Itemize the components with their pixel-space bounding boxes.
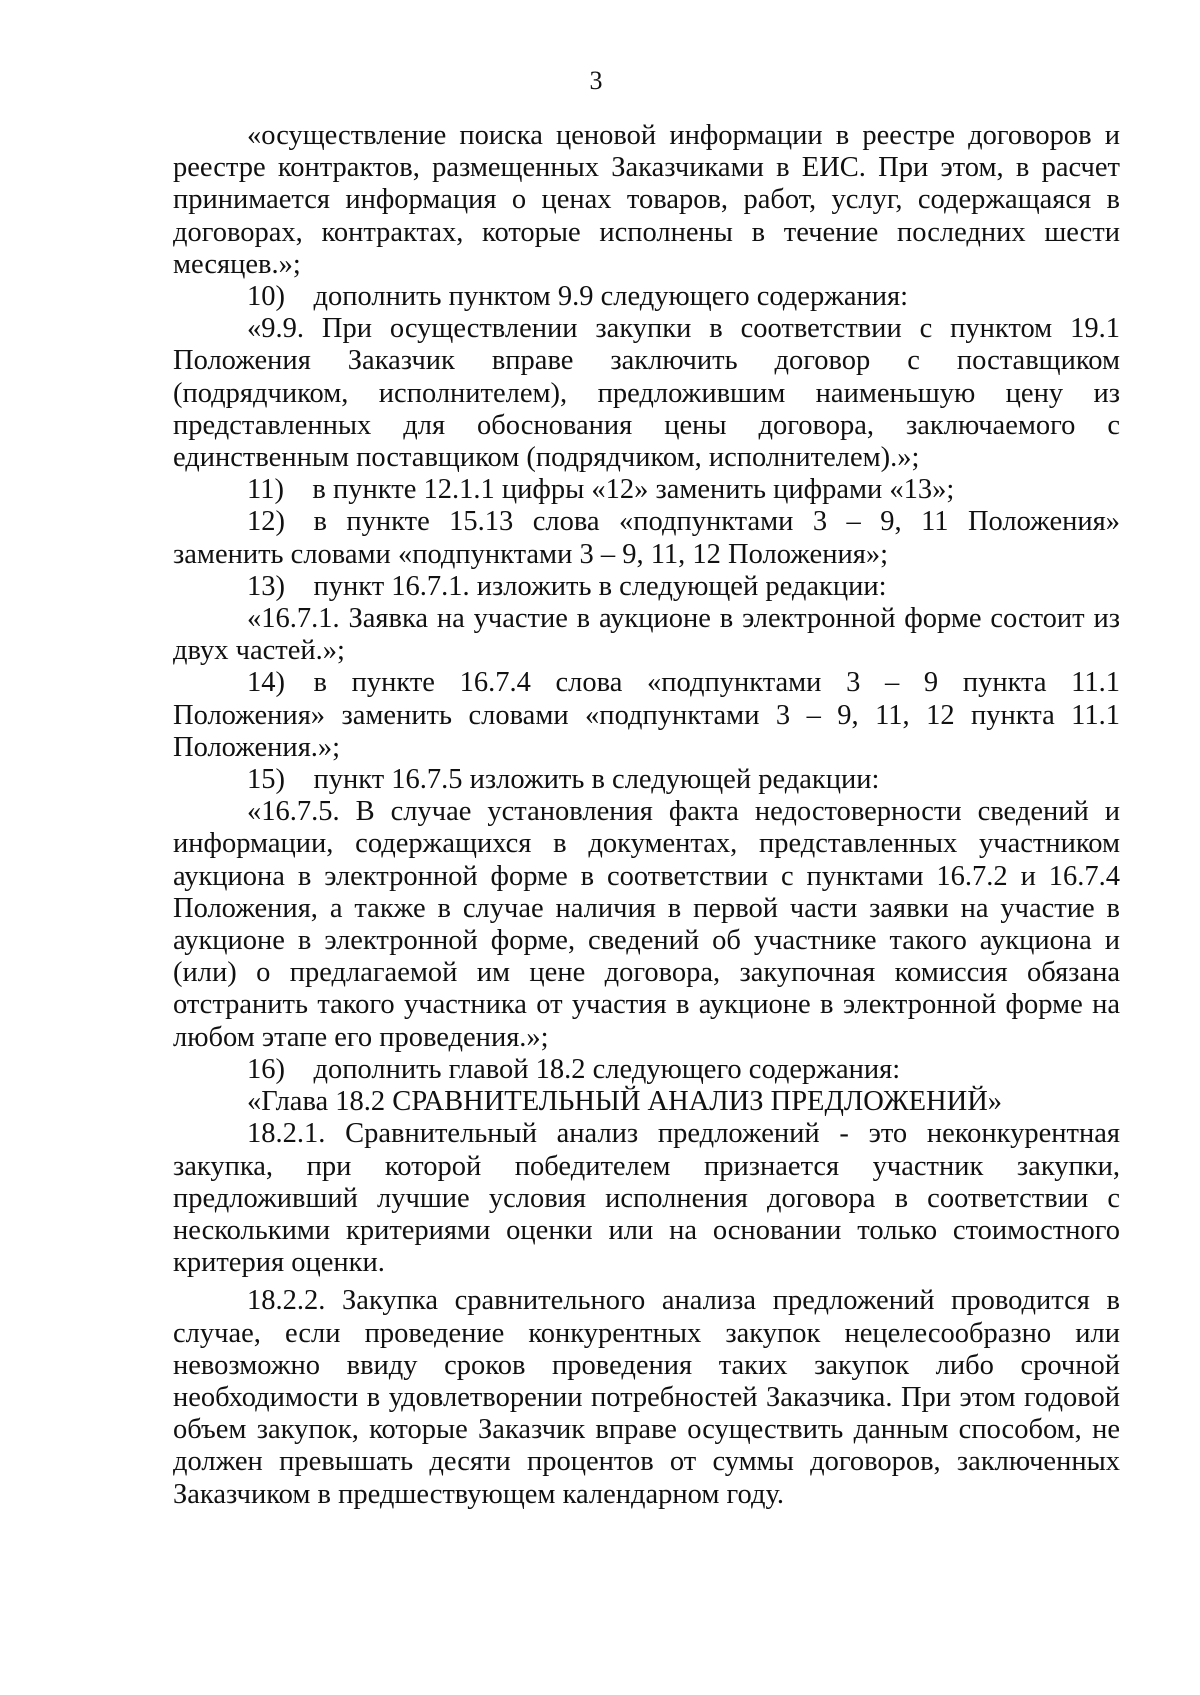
paragraph-item-15: 15) пункт 16.7.5 изложить в следующей редакции: [247,764,880,796]
document-body [173,120,1120,1511]
paragraph-clause-16-7-1: «16.7.1. Заявка на участие в аукционе в электронной форме состоит из двух частей.»; [173,603,1120,667]
paragraph-clause-16-7-5: «16.7.5. В случае установления факта недостоверности сведений и информации, содержащихся в документах, представленных участником аукциона в электронной форме в соответствии с пунктами 16.7.2 и 16.7.4 Положения, а также в случае наличия в первой части заявки на участие в аукционе в электронной форме, сведений об участнике такого аукциона и (или) о предлагаемой им цене договора, закупочная комиссия обязана отстранить такого участника от участия в аукционе в электронной форме на любом этапе его проведения.»; [173,796,1120,1053]
paragraph-clause-18-2-1: 18.2.1. Сравнительный анализ предложений - это неконкурентная закупка, при которой победителем признается участник закупки, предложивший лучшие условия исполнения договора в соответствии с несколькими критериями оценки или на основании только стоимостного критерия оценки. [173,1118,1120,1279]
paragraph-item-13: 13) пункт 16.7.1. изложить в следующей редакции: [247,570,887,602]
page-number: 3 [589,66,603,95]
paragraph-clause-18-2-2: 18.2.2. Закупка сравнительного анализа предложений проводится в случае, если проведение конкурентных закупок нецелесообразно или невозможно ввиду сроков проведения таких закупок либо срочной необходимости в удовлетворении потребностей Заказчика. При этом годовой объем закупок, которые Заказчик вправе осуществить данным способом, не должен превышать десяти процентов от суммы договоров, заключенных Заказчиком в предшествующем календарном году. [173,1285,1120,1510]
paragraph-item-10: 10) дополнить пунктом 9.9 следующего содержания: [247,281,909,313]
paragraph-price-search: «осуществление поиска ценовой информации в реестре договоров и реестре контрактов, размещенных Заказчиками в ЕИС. При этом, в расчет принимается информация о ценах товаров, работ, услуг, содержащаяся в договорах, контрактах, которые исполнены в течение последних шести месяцев.»; [173,120,1120,280]
paragraph-item-11: 11) в пункте 12.1.1 цифры «12» заменить цифрами «13»; [247,474,955,506]
chapter-18-2-heading: «Глава 18.2 СРАВНИТЕЛЬНЫЙ АНАЛИЗ ПРЕДЛОЖЕНИЙ» [247,1086,1003,1118]
paragraph-item-14: 14) в пункте 16.7.4 слова «подпунктами 3 – 9 пункта 11.1 Положения» заменить словами «подпунктами 3 – 9, 11, 12 пункта 11.1 Положения.»; [173,667,1120,763]
paragraph-item-12: 12) в пункте 15.13 слова «подпунктами 3 – 9, 11 Положения» заменить словами «подпунктами 3 – 9, 11, 12 Положения»; [173,506,1120,570]
paragraph-clause-9-9: «9.9. При осуществлении закупки в соответствии с пунктом 19.1 Положения Заказчик вправе заключить договор с поставщиком (подрядчиком, исполнителем), предложившим наименьшую цену из представленных для обоснования цены договора, заключаемого с единственным поставщиком (подрядчиком, исполнителем).»; [173,313,1120,474]
paragraph-item-16: 16) дополнить главой 18.2 следующего содержания: [247,1053,901,1085]
